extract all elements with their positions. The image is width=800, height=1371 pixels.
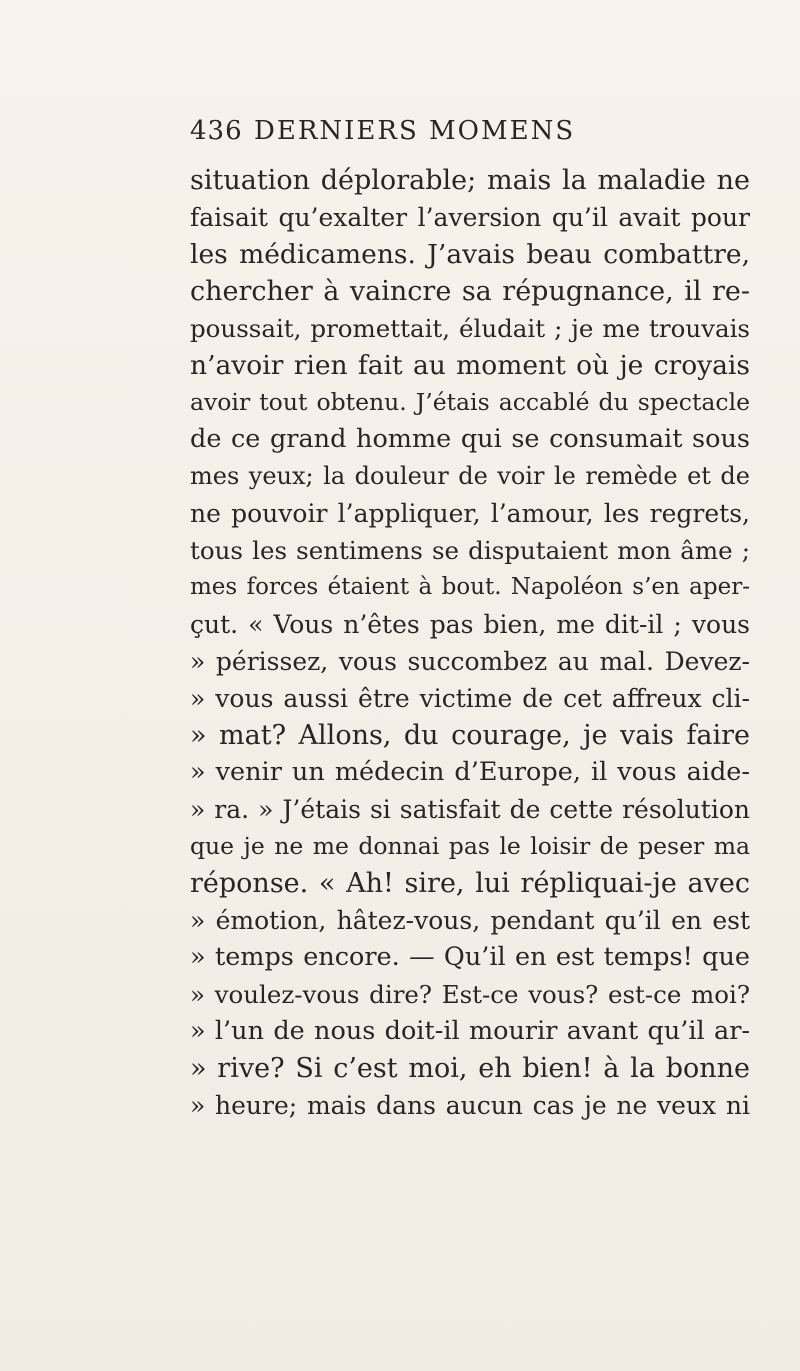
text-line: que je ne me donnai pas le loisir de peser ma bbox=[190, 832, 750, 860]
text-line: » voulez-vous dire? Est-ce vous? est-ce moi? bbox=[190, 980, 750, 1009]
text-line: » ra. » J’étais si satisfait de cette résolution bbox=[190, 795, 750, 824]
text-line: ne pouvoir l’appliquer, l’amour, les regrets, bbox=[190, 499, 750, 528]
page-number: 436 bbox=[190, 116, 243, 146]
text-line: poussait, promettait, éludait ; je me trouvais bbox=[190, 314, 750, 343]
text-line: de ce grand homme qui se consumait sous bbox=[190, 424, 750, 454]
body-text bbox=[190, 162, 750, 1124]
text-line: les médicamens. J’avais beau combattre, bbox=[190, 239, 750, 270]
text-line: çut. « Vous n’êtes pas bien, me dit-il ; vous bbox=[190, 610, 750, 639]
text-line: chercher à vaincre sa répugnance, il re- bbox=[190, 276, 750, 307]
text-line: mes yeux; la douleur de voir le remède et de bbox=[190, 462, 750, 490]
page-header bbox=[190, 116, 610, 156]
text-line: » heure; mais dans aucun cas je ne veux ni bbox=[190, 1091, 750, 1120]
text-line: » mat? Allons, du courage, je vais faire bbox=[190, 720, 750, 751]
text-line: » temps encore. — Qu’il en est temps! que bbox=[190, 942, 750, 972]
text-line: » l’un de nous doit-il mourir avant qu’il ar- bbox=[190, 1016, 750, 1046]
text-line: » émotion, hâtez-vous, pendant qu’il en est bbox=[190, 906, 750, 935]
text-line: » rive? Si c’est moi, eh bien! à la bonne bbox=[190, 1053, 750, 1084]
text-line: situation déplorable; mais la maladie ne bbox=[190, 165, 750, 196]
text-line: » périssez, vous succombez au mal. Devez- bbox=[190, 647, 750, 676]
text-line: réponse. « Ah! sire, lui répliquai-je avec bbox=[190, 868, 750, 899]
text-line: » vous aussi être victime de cet affreux cli- bbox=[190, 684, 750, 713]
running-head: DERNIERS MOMENS bbox=[254, 116, 576, 146]
text-line: mes forces étaient à bout. Napoléon s’en aper- bbox=[190, 574, 750, 600]
text-line: avoir tout obtenu. J’étais accablé du spectacle bbox=[190, 388, 750, 416]
text-line: tous les sentimens se disputaient mon âme ; bbox=[190, 536, 750, 565]
text-line: faisait qu’exalter l’aversion qu’il avait pour bbox=[190, 203, 750, 232]
text-line: » venir un médecin d’Europe, il vous aide- bbox=[190, 757, 750, 787]
text-line: n’avoir rien fait au moment où je croyais bbox=[190, 350, 750, 381]
